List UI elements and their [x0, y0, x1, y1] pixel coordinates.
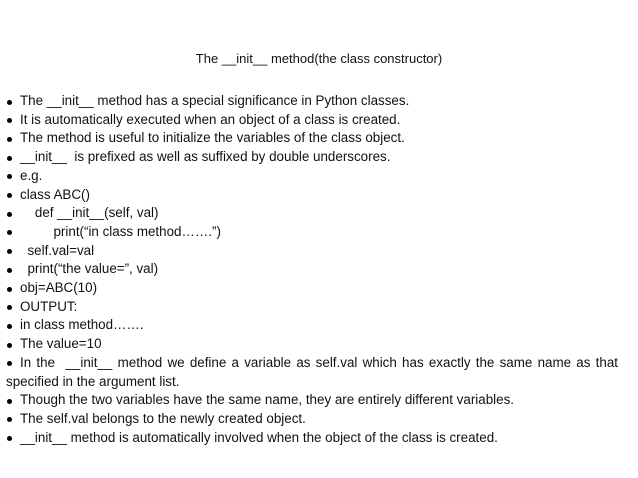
list-item: __init__ is prefixed as well as suffixed by double underscores. [6, 148, 618, 167]
list-item: obj=ABC(10) [6, 279, 618, 298]
list-item: Though the two variables have the same name, they are entirely different variables. [6, 391, 618, 410]
list-item: In the __init__ method we define a variable as self.val which has exactly the same name as that specified in the argument list. [6, 354, 622, 389]
list-item: in class method……. [6, 316, 618, 335]
bullet-icon [7, 417, 12, 422]
bullet-icon [7, 212, 12, 217]
bullet-icon [7, 361, 12, 366]
list-item: The __init__ method has a special significance in Python classes. [6, 92, 618, 111]
bullet-icon [7, 193, 12, 198]
bullet-icon [7, 137, 12, 142]
list-item: It is automatically executed when an object of a class is created. [6, 111, 618, 130]
bullet-icon [7, 399, 12, 404]
list-item: print(“in class method…….”) [6, 223, 618, 242]
slide-title: The __init__ method(the class constructor) [195, 51, 443, 66]
bullet-icon [7, 324, 12, 329]
list-item: self.val=val [6, 242, 618, 261]
bullet-icon [7, 230, 12, 235]
list-item: OUTPUT: [6, 298, 618, 317]
bullet-icon [7, 118, 12, 123]
bullet-icon [7, 436, 12, 441]
list-item: e.g. [6, 167, 618, 186]
bullet-icon [7, 249, 12, 254]
list-item: The value=10 [6, 335, 618, 354]
bullet-icon [7, 156, 12, 161]
list-item: __init__ method is automatically involved when the object of the class is created. [6, 429, 618, 448]
list-item: class ABC() [6, 186, 618, 205]
bullet-icon [7, 305, 12, 310]
bullet-icon [7, 268, 12, 273]
bullet-icon [7, 100, 12, 105]
list-item: print(“the value=”, val) [6, 260, 618, 279]
list-item: def __init__(self, val) [6, 204, 618, 223]
list-item: The self.val belongs to the newly created object. [6, 410, 618, 429]
bullet-icon [7, 343, 12, 348]
bullet-icon [7, 287, 12, 292]
bullet-list [6, 92, 622, 447]
list-item: The method is useful to initialize the variables of the class object. [6, 129, 618, 148]
bullet-icon [7, 174, 12, 179]
